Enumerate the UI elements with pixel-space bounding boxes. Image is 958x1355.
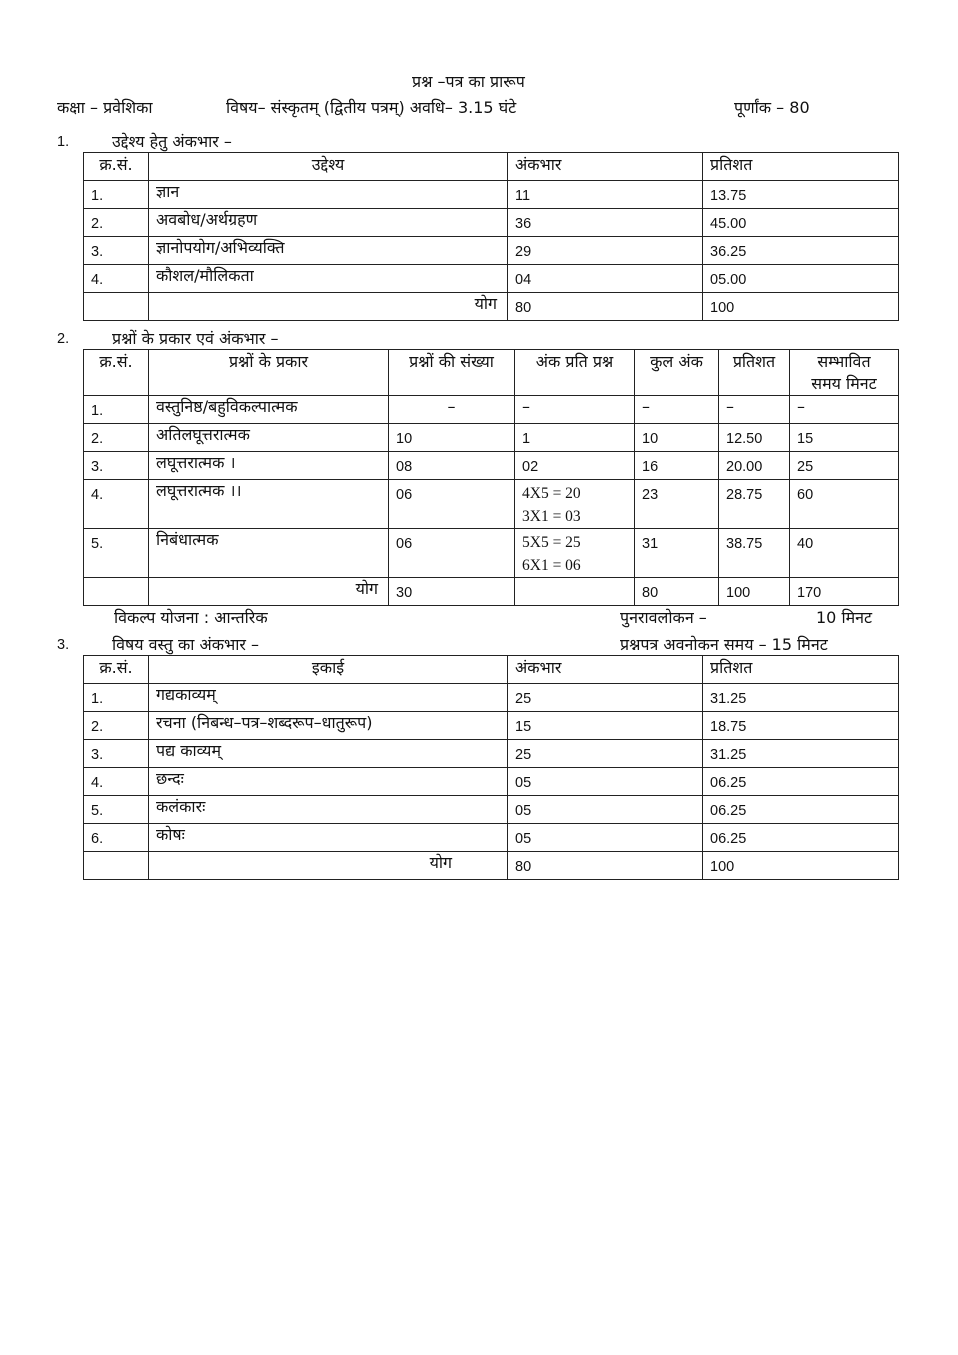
- total-time: 170: [790, 578, 899, 606]
- cell-percent: 38.75: [719, 529, 790, 578]
- cell-unit: गद्यकाव्यम्: [149, 684, 508, 712]
- column-header: प्रतिशत: [703, 153, 899, 181]
- cell-marks-per: –: [515, 396, 635, 424]
- column-header: क्र.सं.: [84, 350, 149, 396]
- cell-objective: ज्ञानोपयोग/अभिव्यक्ति: [149, 237, 508, 265]
- cell-total: 23: [635, 480, 719, 529]
- cell-percent: 06.25: [703, 768, 899, 796]
- column-header: कुल अंक: [635, 350, 719, 396]
- table-total-row: [84, 852, 899, 880]
- table-row: [84, 480, 899, 529]
- cell-percent: 36.25: [703, 237, 899, 265]
- table-row: [84, 529, 899, 578]
- total-percent: 100: [703, 293, 899, 321]
- cell-percent: 20.00: [719, 452, 790, 480]
- cell-marks: 05: [508, 824, 703, 852]
- cell-marks: 25: [508, 684, 703, 712]
- section-2-heading: प्रश्नों के प्रकार एवं अंकभार –: [112, 329, 279, 348]
- cell-percent: 13.75: [703, 181, 899, 209]
- table-row: [84, 452, 899, 480]
- page-title: प्रश्न –पत्र का प्रारूप: [412, 72, 525, 91]
- cell-percent: 06.25: [703, 824, 899, 852]
- cell-serial: 2.: [84, 424, 149, 452]
- cell-marks: 04: [508, 265, 703, 293]
- cell-total: 16: [635, 452, 719, 480]
- column-header: प्रश्नों की संख्या: [389, 350, 515, 396]
- cell-count: 10: [389, 424, 515, 452]
- table-row: [84, 237, 899, 265]
- header-line: समय मिनट: [811, 374, 877, 393]
- total-percent: 100: [703, 852, 899, 880]
- cell-marks-per: 1: [515, 424, 635, 452]
- cell-serial: 1.: [84, 181, 149, 209]
- column-header: प्रतिशत: [703, 656, 899, 684]
- cell-objective: अवबोध/अर्थग्रहण: [149, 209, 508, 237]
- objective-table: [83, 152, 899, 321]
- cell-marks: 36: [508, 209, 703, 237]
- table-row: [84, 796, 899, 824]
- cell-serial: 6.: [84, 824, 149, 852]
- cell-total: 31: [635, 529, 719, 578]
- review-time: प्रश्नपत्र अवनोकन समय – 15 मिनट: [620, 635, 828, 654]
- total-marks: 80: [508, 293, 703, 321]
- column-header: अंकभार: [508, 656, 703, 684]
- table-row: [84, 768, 899, 796]
- cell-type: लघूत्तरात्मक ।।: [149, 480, 389, 529]
- cell-count: 06: [389, 480, 515, 529]
- column-header: उद्देश्य: [149, 153, 508, 181]
- cell-total: 10: [635, 424, 719, 452]
- table-row: [84, 265, 899, 293]
- total-percent: 100: [719, 578, 790, 606]
- cell-marks: 29: [508, 237, 703, 265]
- cell-type: वस्तुनिष्ठ/बहुविकल्पात्मक: [149, 396, 389, 424]
- table-total-row: [84, 578, 899, 606]
- revision-time: 10 मिनट: [816, 608, 873, 627]
- table-header-row: [84, 350, 899, 396]
- cell-time: 40: [790, 529, 899, 578]
- cell-unit: छन्दः: [149, 768, 508, 796]
- cell-objective: ज्ञान: [149, 181, 508, 209]
- cell-time: 60: [790, 480, 899, 529]
- column-header-time: [790, 350, 899, 396]
- cell-objective: कौशल/मौलिकता: [149, 265, 508, 293]
- total-label: योग: [149, 578, 389, 606]
- cell-marks: 11: [508, 181, 703, 209]
- cell-time: 15: [790, 424, 899, 452]
- cell-serial: 5.: [84, 529, 149, 578]
- cell-count: 08: [389, 452, 515, 480]
- column-header: अंक प्रति प्रश्न: [515, 350, 635, 396]
- cell-marks-per: [515, 480, 635, 529]
- cell-marks: 05: [508, 796, 703, 824]
- cell-total: –: [635, 396, 719, 424]
- cell-empty: [515, 578, 635, 606]
- marks-line: 3X1 = 03: [522, 508, 581, 525]
- table-header-row: [84, 656, 899, 684]
- table-row: [84, 712, 899, 740]
- cell-unit: कोषः: [149, 824, 508, 852]
- table-row: [84, 740, 899, 768]
- cell-serial: 1.: [84, 684, 149, 712]
- full-marks-label: पूर्णांक – 80: [734, 98, 810, 117]
- cell-time: –: [790, 396, 899, 424]
- table-row: [84, 684, 899, 712]
- cell-percent: 28.75: [719, 480, 790, 529]
- cell-serial: 1.: [84, 396, 149, 424]
- question-type-table: [83, 349, 899, 606]
- cell-percent: 06.25: [703, 796, 899, 824]
- cell-unit: पद्य काव्यम्: [149, 740, 508, 768]
- table-row: [84, 209, 899, 237]
- cell-type: लघूत्तरात्मक ।: [149, 452, 389, 480]
- column-header: क्र.सं.: [84, 153, 149, 181]
- cell-serial: 4.: [84, 480, 149, 529]
- column-header: क्र.सं.: [84, 656, 149, 684]
- section-3-heading: विषय वस्तु का अंकभार –: [112, 635, 260, 654]
- header-line: सम्भावित: [817, 352, 871, 371]
- marks-line: 6X1 = 06: [522, 557, 581, 574]
- subject-label: विषय– संस्कृतम् (द्वितीय पत्रम्) अवधि– 3.15 घंटे: [226, 98, 517, 117]
- cell-percent: 12.50: [719, 424, 790, 452]
- total-label: योग: [149, 293, 508, 321]
- section-1-number: 1.: [57, 134, 70, 150]
- cell-marks-per: 02: [515, 452, 635, 480]
- cell-count: 06: [389, 529, 515, 578]
- cell-percent: 31.25: [703, 684, 899, 712]
- table-header-row: [84, 153, 899, 181]
- cell-percent: 18.75: [703, 712, 899, 740]
- total-marks: 80: [635, 578, 719, 606]
- cell-serial: 4.: [84, 265, 149, 293]
- section-3-number: 3.: [57, 637, 70, 653]
- cell-marks: 25: [508, 740, 703, 768]
- section-2-number: 2.: [57, 331, 70, 347]
- cell-type: अतिलघूत्तरात्मक: [149, 424, 389, 452]
- total-count: 30: [389, 578, 515, 606]
- cell-serial: 3.: [84, 237, 149, 265]
- class-label: कक्षा – प्रवेशिका: [57, 98, 153, 117]
- column-header: प्रतिशत: [719, 350, 790, 396]
- total-label: योग: [149, 852, 508, 880]
- table-row: [84, 424, 899, 452]
- revision-label: पुनरावलोकन –: [620, 608, 707, 627]
- cell-serial: 2.: [84, 712, 149, 740]
- cell-marks: 05: [508, 768, 703, 796]
- cell-serial: 3.: [84, 740, 149, 768]
- cell-serial: 2.: [84, 209, 149, 237]
- section-1-heading: उद्देश्य हेतु अंकभार –: [112, 132, 232, 151]
- cell-serial: 3.: [84, 452, 149, 480]
- table-total-row: [84, 293, 899, 321]
- table-row: [84, 396, 899, 424]
- cell-percent: –: [719, 396, 790, 424]
- option-scheme: विकल्प योजना : आन्तरिक: [114, 608, 268, 627]
- column-header: प्रश्नों के प्रकार: [149, 350, 389, 396]
- cell-time: 25: [790, 452, 899, 480]
- cell-empty: [84, 578, 149, 606]
- cell-unit: कलंकारः: [149, 796, 508, 824]
- table-row: [84, 824, 899, 852]
- column-header: इकाई: [149, 656, 508, 684]
- cell-empty: [84, 852, 149, 880]
- column-header: अंकभार: [508, 153, 703, 181]
- cell-percent: 45.00: [703, 209, 899, 237]
- cell-type: निबंधात्मक: [149, 529, 389, 578]
- cell-percent: 05.00: [703, 265, 899, 293]
- cell-marks: 15: [508, 712, 703, 740]
- cell-percent: 31.25: [703, 740, 899, 768]
- table-row: [84, 181, 899, 209]
- cell-count: –: [389, 396, 515, 424]
- content-weight-table: [83, 655, 899, 880]
- cell-serial: 4.: [84, 768, 149, 796]
- marks-line: 4X5 = 20: [522, 485, 581, 502]
- marks-line: 5X5 = 25: [522, 534, 581, 551]
- total-marks: 80: [508, 852, 703, 880]
- cell-marks-per: [515, 529, 635, 578]
- cell-empty: [84, 293, 149, 321]
- cell-serial: 5.: [84, 796, 149, 824]
- cell-unit: रचना (निबन्ध–पत्र–शब्दरूप–धातुरूप): [149, 712, 508, 740]
